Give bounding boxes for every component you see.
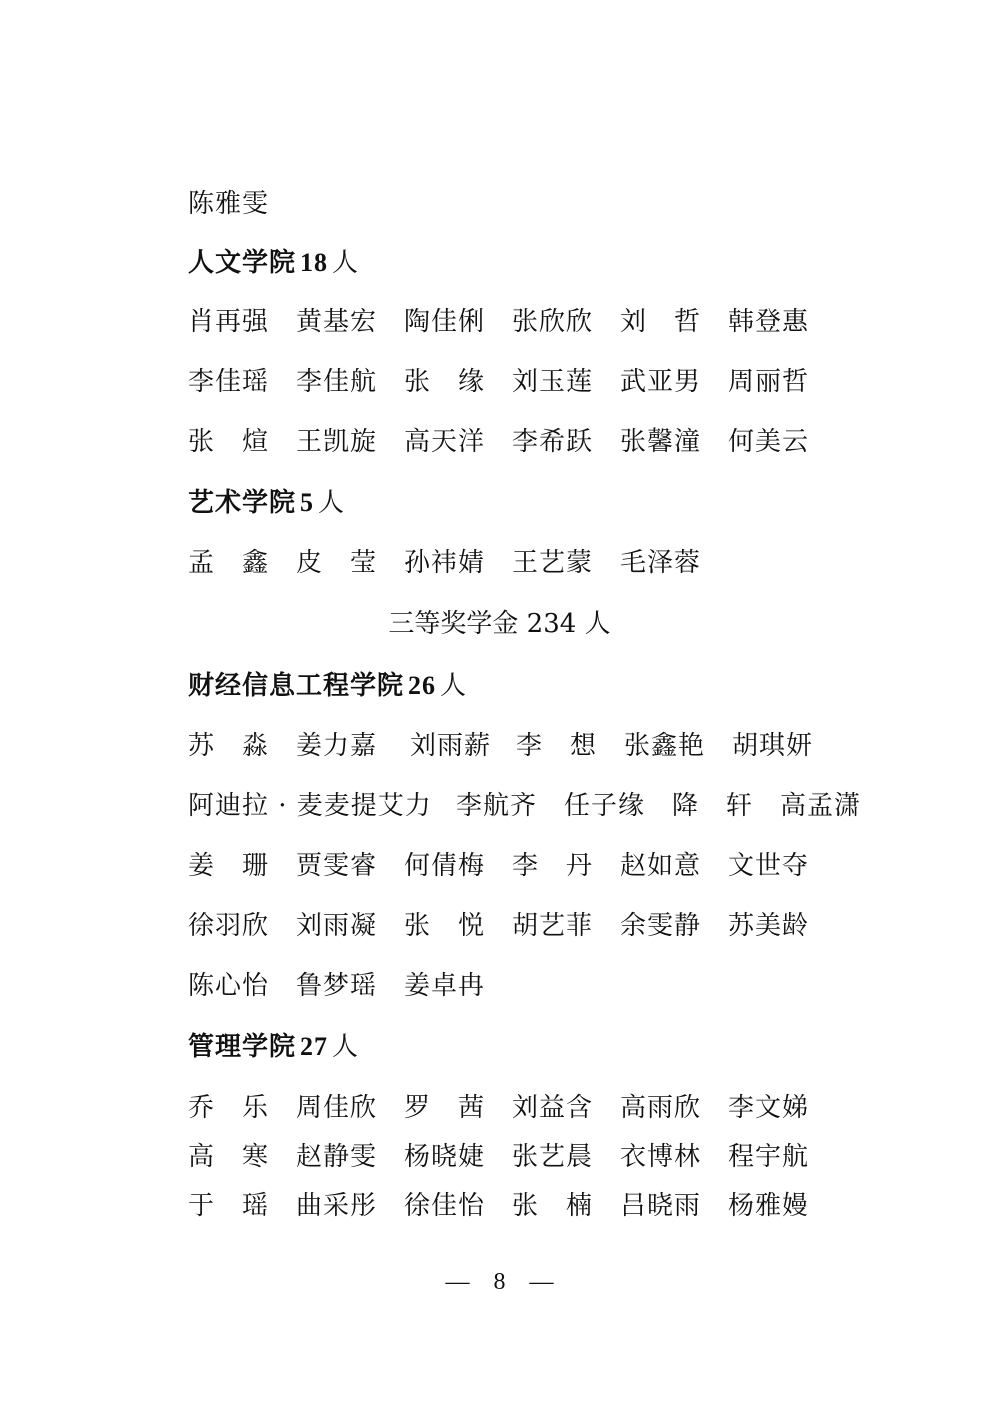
student-name: 鲁梦瑶 [296,971,378,1001]
student-name: 任子缘 [564,791,646,821]
section-count: 5 [300,488,315,517]
student-name: 张 缘 [404,367,486,397]
student-name: 于 瑶 [188,1191,270,1221]
section-title: 管理学院 [188,1032,297,1062]
student-name: 何美云 [728,427,810,457]
section-title: 人文学院 [188,248,297,278]
student-name: 高雨欣 [620,1093,702,1123]
student-name: 陶佳俐 [404,307,486,337]
student-name: 姜 珊 [188,851,270,881]
carry-over-name: 陈雅雯 [188,189,270,219]
student-name: 刘 哲 [620,307,702,337]
student-name: 李文娣 [728,1093,810,1123]
section-title: 艺术学院 [188,488,297,518]
section-count: 26 [408,671,437,700]
section-count: 18 [300,248,329,277]
student-name: 张 楠 [512,1191,594,1221]
page-number: — 8 — [445,1269,554,1295]
student-name: 张 悦 [404,911,486,941]
student-name: 韩登惠 [728,307,810,337]
section-unit: 人 [318,488,346,518]
student-name: 衣博林 [620,1142,702,1172]
student-name: 张馨潼 [620,427,702,457]
student-name: 胡艺菲 [512,911,594,941]
award-title: 三等奖学金 234 人 [388,609,611,639]
student-name: 曲采彤 [296,1191,378,1221]
student-name: 姜卓冉 [404,971,486,1001]
student-name: 刘玉莲 [512,367,594,397]
student-name: 苏 淼 [188,731,270,761]
student-name: 降 轩 [672,791,754,821]
student-name: 赵静雯 [296,1142,378,1172]
student-name: 杨雅嫚 [728,1191,810,1221]
student-name: 李 想 [516,731,598,761]
section-heading-guanli [188,1031,359,1063]
section-heading-caijing [188,670,467,702]
student-name: 毛泽蓉 [620,548,702,578]
student-name: 张 煊 [188,427,270,457]
student-name: 张鑫艳 [624,731,706,761]
section-unit: 人 [332,1032,360,1062]
student-name: 周佳欣 [296,1093,378,1123]
section-count: 27 [300,1032,329,1061]
student-name: 王艺蒙 [512,548,594,578]
student-name: 黄基宏 [296,307,378,337]
student-name: 乔 乐 [188,1093,270,1123]
student-name: 肖再强 [188,307,270,337]
student-name: 文世夺 [728,851,810,881]
student-name: 徐羽欣 [188,911,270,941]
student-name: 刘雨薪 [410,731,492,761]
student-name: 张艺晨 [512,1142,594,1172]
student-name: 赵如意 [620,851,702,881]
student-name: 周丽哲 [728,367,810,397]
student-name: 李航齐 [456,791,538,821]
student-name: 高孟潇 [780,791,862,821]
student-name: 陈心怡 [188,971,270,1001]
student-name: 胡琪妍 [732,731,814,761]
student-name: 李佳瑶 [188,367,270,397]
student-name: 杨晓婕 [404,1142,486,1172]
student-name: 吕晓雨 [620,1191,702,1221]
student-name: 武亚男 [620,367,702,397]
student-name: 高 寒 [188,1142,270,1172]
student-name: 孙祎婧 [404,548,486,578]
student-name: 贾雯睿 [296,851,378,881]
student-name: 徐佳怡 [404,1191,486,1221]
student-name: 高天洋 [404,427,486,457]
section-title: 财经信息工程学院 [188,671,405,701]
student-name: 何倩梅 [404,851,486,881]
student-name: 罗 茜 [404,1093,486,1123]
section-heading-yishu [188,487,345,519]
student-name: 孟 鑫 [188,548,270,578]
section-heading-renwen [188,247,359,279]
section-unit: 人 [440,671,468,701]
student-name: 王凯旋 [296,427,378,457]
student-name: 刘雨凝 [296,911,378,941]
student-name: 阿迪拉 · 麦麦提艾力 [188,791,432,821]
student-name: 李佳航 [296,367,378,397]
student-name: 余雯静 [620,911,702,941]
student-name: 程宇航 [728,1142,810,1172]
student-name: 李希跃 [512,427,594,457]
student-name: 姜力嘉 [296,731,378,761]
student-name: 张欣欣 [512,307,594,337]
section-unit: 人 [332,248,360,278]
student-name: 刘益含 [512,1093,594,1123]
student-name: 苏美龄 [728,911,810,941]
student-name: 皮 莹 [296,548,378,578]
student-name: 李 丹 [512,851,594,881]
